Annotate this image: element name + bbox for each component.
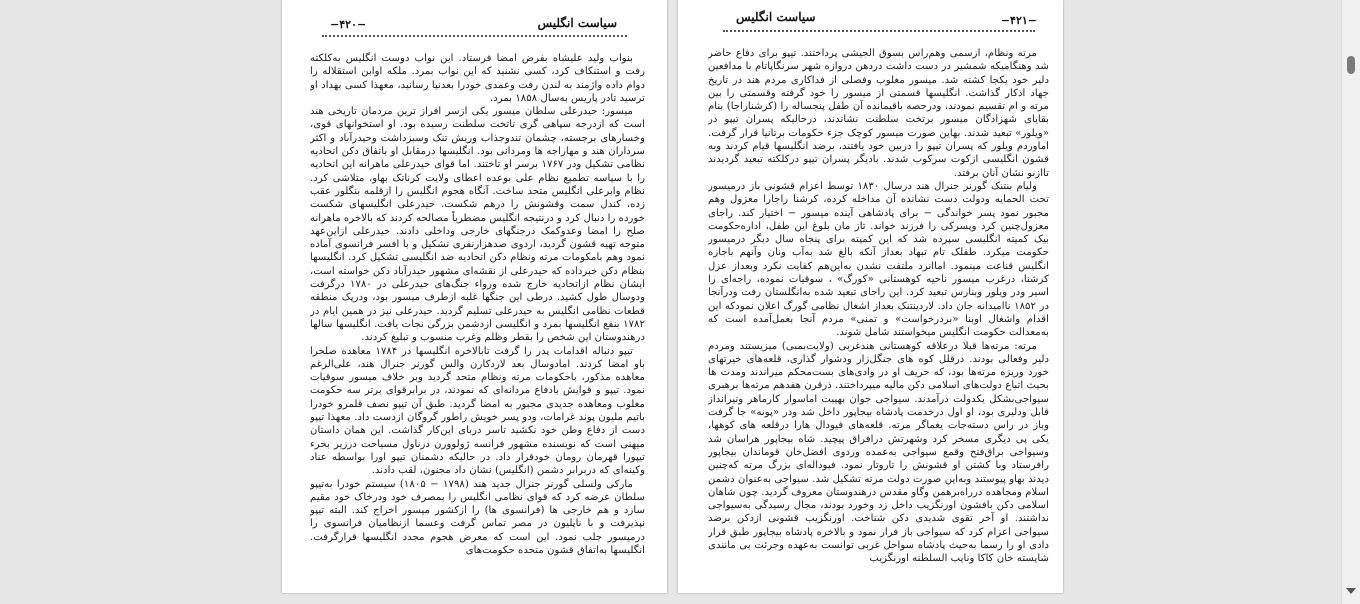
paragraph: میسور: حیدرعلی سلطان میسور یکی ازسر افراز ترین مردمان تاریخی هند است که ازدرجه سپاهی گری تاتخت سلطنت رسیده بود. او استخوانهای قوی، وخسارهای برجسته، چشمان تندوجذاب وریش تنک وسبزداشت وحیدرآباد و اکثر سرداران هند و مهاراجه ها ومردانی بود. انگلیسها درمقابل او باتفاق دکن اتحادیه نظامی تشکیل ودر ۱۷۶۷ برسر او تاختند. اما قوای حیدرعلی ماهرانه این اتحادیه را با سیاسه تطمیع نظام علی بوعده اعطای ولایت کرناتک بهاو، متلاشی کرد. نظام وابرعلی انگلیس متحد ساخت. آنگاه هجوم انگلیس را ازقلمه بنگلور عقب زده، کندل سمت وقشونش را درهم شکست. حیدرعلی انگلیسهای شکست خورده را دنبال کرد و درنتیجه انگلیس مضطرباً مصالحه کردند که بالاخره ماهرانه صلح را امضا وعدوکمک درجنگهای خارجی وداخلی دادند. حیدرعلی ازاین‌عهد متوجه تهیه قشون گردید، اردوی صدهزارنفری تشکیل و با افسر فرانسوی آماده نمود وهم بامکومات مرته ونظام دکن اتحادیه ضد انگلیسی تشکیل کرد. انگلیسها بنظام دکن خبرداده که حیدرعلی از نقشه‌ای مشهور حیدرآباد دکن خواسته است، ایشان نظام ازاتحادیه خارج شده ورواء جنگ‌های حیدرعلی در ۱۷۸۰ درگرفت ودوسال طول کشید. درطی این جنگها غلبه ازطرف میسور بود، ودرپک منطقه قطعات نظامی انگلیس به حیدرعلی تسلیم گردید. حیدرعلی نیز در همین ایام در ۱۷۸۲ بنفع انگلیسها بمرد و انگلیسی ازدشمن بزرگی نجات یافت. انگلیسها سالها درهندوستان این شخص را بقطر وظلم وغرب منسوب و تبلیغ کردند. [310, 106, 645, 344]
paragraph: مارکی ولسلی گورنر جنرال جدید هند (۱۷۹۸ − ۱۸۰۵) سیستم خودرا به‌تیپو سلطان عرضه کرد که قوای نظامی انگلیس را بمصرف خود ودرخاک خود مقیم سازد و هم خارجی ها (فرانسوی ها) را ازکشور میسور اخراج کند. البته تیپو نپذیرفت و با ناپلیون در مصر تماس گرفت وعسما ازنظامیان فرانسوی را درمیسور جلب نمود. این است که معرض هجوم مجدد انگلیسها قرارگرفت. انگلیسها به‌اتفاق قشون متحده حکومت‌های [310, 478, 645, 556]
paragraph: مرته: مرته‌ها قبلا درعلاقه کوهستانی هندغربی (ولایت‌بمبی) میزیستند ومردم دلیر وفعالی بودند. درقلل کوه های جنگل‌زار ودشوار گذاری، قلعه‌های خیرتها‌ی خورد وریزه مرته‌ها بود، که حریف او در وادی‌های بست‌محکم میراندند ومدت ها بحیث اتباع دولت‌های اسلامی دکن مالیه میپرداختند. ذرقرن هفدهم مرته‌ها برهبری سیواجی‌بشکل یکدولت درآمدند. سیواجی جوان بهیبت اماسوار کارماهر وتیرانداز قابل ودلیری بود، او اول درخدمت پادشاه بیجاپور داخل شد ودر «پونه» جا گرفت وباز در راس دسته‌جات یغماگر مرته. قلعه‌های فیودال هارا درقلعه های کوهها، یکی پی دیگری مسخر کرد وشهرتش درافراق پیچید. شاه بیجاپور هراسان شد وسیواجی براق‌فتح وقمع سیواجی به‌عمده وردوی افضل‌خان قوماندان بیجاپور رافرستاد وبا کشتن او قشونش را تاروتار نمود. فیوداله‌ای بزرگ مرته که‌چنین دیدند بهاو پیوستند وبه‌این صورت دولت مرته تشکیل شد. سیواجی به‌عنوان دشمن اسلام ومجاهده درراه‌برهمن وگاو مقدس درهندوستان معروف گردید. چون شاهان اسلامی دکن بافشون اورنگزیب داخل زد وخورد بودند، مجال رسیدگی به‌سیواجی نداشتند. او آخر تقوی شدیدی دکن شناخت. اورنگزیب قشونی ازدکن برضد سیواجی اعزام کرد که سیواجی باز فرار نمود و بالاخره پادشاه بیجاپور طبق قرار دادی او را رسما به‌حیث پادشاه سواحل غربی توانست به‌عهده وجرئت بی مانندی شایسته خان کاکا ونایب السلطنه اورنگزیب [708, 340, 1049, 565]
paragraph: مرته ونظام، ازسمی وهم‌راس بسوق الجیشی پرداختند. تیپو برای دفاع حاضر شد وهنگامیکه شمشیر در دست داشت دردهن دروازه شهر سرنگاپاتام با مدافعین دلیر خود یکجا کشته شد. میسور مغلوب وفصلی از فداکاری مردم هند در تاریخ جهاد اذکار گذاشت. انگلیسها قسمتی از میسور را خود گرفته وقسمتی را بین مرته و ام تقسیم نمودند، ودرحصه باقیمانده آن طفل پنجساله را (کرشناراجا) بنام بقایای شهزادگان میسور برتخت سلطنت نشاندند، درحالیکه پسران تیپو در «ویلور» تبعید شدند. بهاین صورت میسور کوچک جزء حکومات برتانیا قرار گرفت. اماوردم ویلور که پسران تیپو را دربین خود یافتند، برضد انگلیسها قیام کردند وبه قشون انگلیسی ازکوت سرکوب شدند. بادیگر پسران تیپو درکلکته تبعید گردیدند تاازنو نشان آنان برفتد. [708, 48, 1049, 179]
paragraph: بنواب ولید علیشاه بفرض امضا فرستاد. این نواب دوست انگلیس به‌کلکته رفت و استنکاف کرد، کسی نشنید که این نواب بمرد. ملکه اوابن استقلاله را دوام داده واژمند به لندن رفت وعمدی خودرا بعدنیا رسانید، معهذا کسی بهداد او ترسید تادر پاریس به‌سال ۱۸۵۸ بمرد. [310, 53, 645, 104]
page-number: −۴۲۰− [330, 18, 367, 31]
running-title: سیاست انگلیس [736, 10, 816, 24]
vertical-scrollbar[interactable] [1341, 0, 1360, 604]
paragraph: ولیام بنتنک گورنر جنرال هند درسال ۱۸۳۰ توسط اعزام قشونی باز درمیسور تحت الحمایه ودولت دست نشانده آن مداخله کرده، کرشنا راجارا معزول وهم مجبور نمود پسر خواندگی − برای پادشاهی آینده میسور − اختیار کند. راجای معزول‌چنین کرد وپسرکی را فرزند خواند. تاز مان بلوغ این طفل، اداره‌حکومت بیک کمیته انگلیسی سپرده شد که این کمیته برای پنجاه سال دیگر درمیسور حکومت میکرد. طفلک تام تبهاد بعداز آنکه بالغ شد به‌آب ونان وآنهم باجازه انگلیس قناعت مینمود. اماانرد ملتفت نشدن به‌این‌هم کفایت نکرد وبعداز عزل کرشنا، درغرب میسور ناحیه کوهستانی «کورگ» ، سوقیات نموده، راجه‌ای را اسیر ودر ویلور وبنارس تبعید کرد. این راجای تبعید شده به‌انگلستان رفت ودرآنجا در ۱۸۵۲ ناامیدانه جان داد. لاردینتنک بعداز اشغال نظامی گورگ اعلان نمودکه این اقدام واشغال اوبنا «بردرخواست» و تمنی» مردم آنجا بعمل‌آمده است که به‌معدالت حکومت انگلیس میخواستند شامل شوند. [708, 180, 1049, 339]
paragraph: تیپو دنباله اقدامات پدر را گرفت تابالاخره انگلیسها در ۱۷۸۴ معاهده صلحرا باو امضا کردند. امادوسال بعد لاردکارن والس گورنر جنرال هند، علی‌الرغم معاهده مذکور، باحکومات مرته ونظام متحد گردید وبر خلاف میسور سوقیات نمود. تیپو و قوایش بادفاع مردانه‌ای که نمودند، در برابرقوای برتر سه حکومت مغلوب ومعاهده جدیدی مجبور به امضا گردید. طبق آن تیپو نصف قلمرو خودرا باتیم ملیون پوند غرامات، ودو پسر خویش راطور گروگان ازدست داد. معهذا تیپو دست از دفاع وطن خود نکشید تاسر دربای این‌کار گذاشت. این همان داستان میهنی است که نویسنده مشهور فرانسه ژولوورن درناول مسیاحت درزیر بحرء تیپورا قهرمان رومان خودقرار داد. در حالیکه دشمنان تیپو اورا بواسطه عناد وکینه‌ای که دربرابر دشمن (انگلیس) نشان داد مجنون، لقب دادند. [310, 345, 645, 477]
page-header [678, 10, 1063, 36]
running-title: سیاست انگلیس [537, 16, 617, 30]
page-body [708, 47, 1049, 587]
page-header [282, 16, 667, 36]
scroll-down-arrow-icon[interactable] [1346, 588, 1356, 594]
page-420 [282, 0, 667, 593]
page-number: −۴۲۱− [1000, 14, 1037, 27]
scrollbar-thumb[interactable] [1347, 56, 1355, 74]
page-421 [678, 0, 1063, 593]
page-body [310, 52, 645, 579]
header-divider [723, 30, 1035, 32]
header-divider [322, 35, 627, 37]
